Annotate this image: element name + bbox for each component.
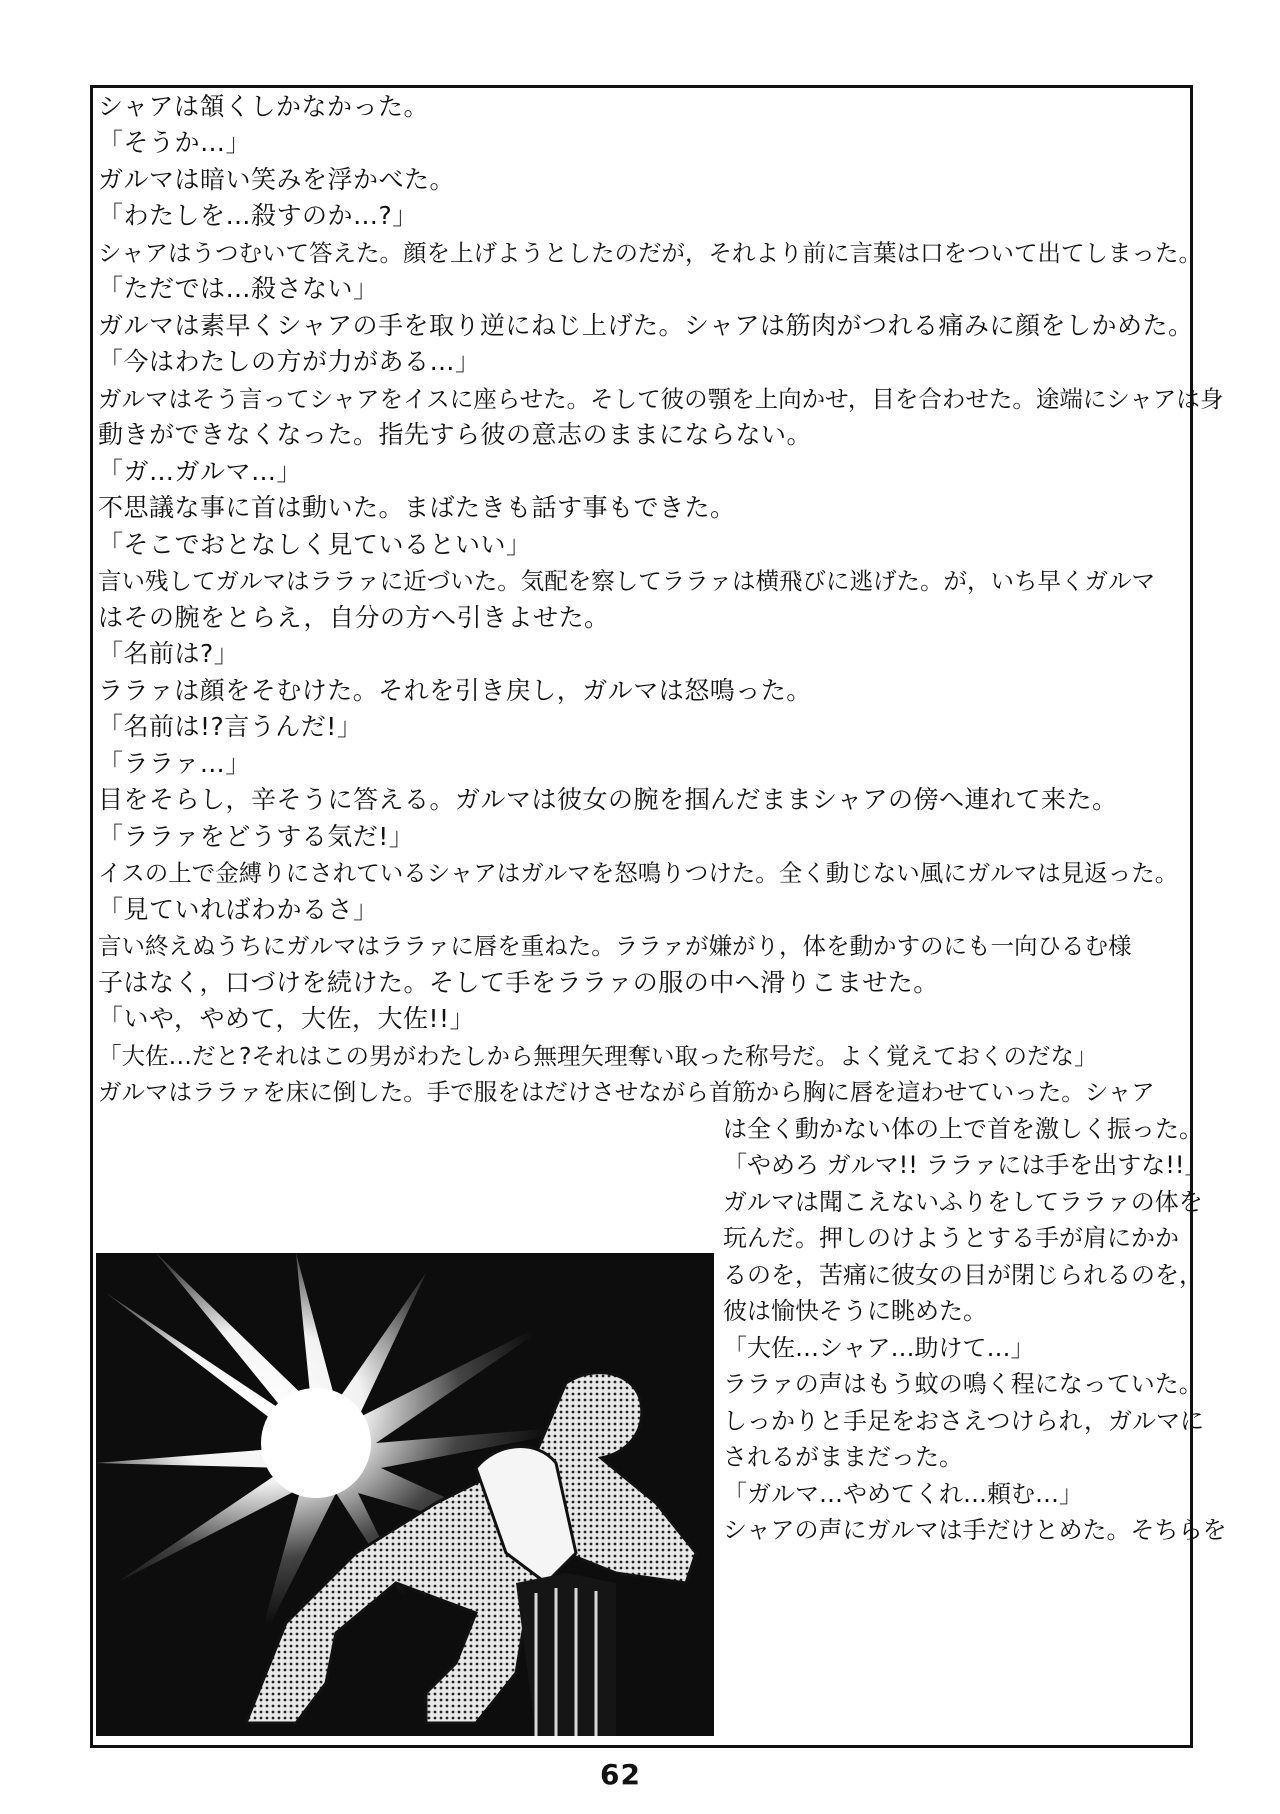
text-line: 「今はわたしの方が力がある…」 <box>98 347 481 376</box>
text-line: 目をそらし，辛そうに答える。ガルマは彼女の腕を掴んだままシャアの傍へ連れて来た。 <box>98 785 1118 814</box>
text-line: 「いや，やめて，大佐，大佐!!」 <box>98 1004 476 1033</box>
text-line: 「ただでは…殺さない」 <box>98 274 379 303</box>
page-number: 62 <box>600 1758 641 1791</box>
text-line: はその腕をとらえ，自分の方へ引きよせた。 <box>98 603 610 632</box>
text-line: されるがままだった。 <box>723 1443 963 1471</box>
text-line: 子はなく，口づけを続けた。そして手をララァの服の中へ滑りこませた。 <box>98 968 939 997</box>
text-line: は全く動かない体の上で首を激しく振った。 <box>723 1115 1203 1143</box>
text-line: 「やめろ ガルマ!! ララァには手を出すな!!」 <box>723 1151 1209 1179</box>
text-line: 「わたしを…殺すのか…?」 <box>98 201 418 230</box>
text-line: 「名前は!?言うんだ!」 <box>98 712 363 741</box>
text-line: 「ララァ…」 <box>98 749 251 778</box>
text-line: 「見ていればわかるさ」 <box>98 895 379 924</box>
text-line: ララァは顔をそむけた。それを引き戻し，ガルマは怒鳴った。 <box>98 676 812 705</box>
text-line: ララァの声はもう蚊の鳴く程になっていた。 <box>723 1370 1203 1398</box>
text-line: ガルマは暗い笑みを浮かべた。 <box>98 165 456 194</box>
text-line: 「そこでおとなしく見ているといい」 <box>98 530 532 559</box>
text-line: るのを，苦痛に彼女の目が閉じられるのを， <box>723 1261 1203 1289</box>
text-line: ガルマはそう言ってシャアをイスに座らせた。そして彼の顎を上向かせ，目を合わせた。途端にシャアは身 <box>98 385 1224 413</box>
text-line: 「ガ…ガルマ…」 <box>98 457 303 486</box>
text-line: 彼は愉快そうに眺めた。 <box>723 1297 987 1325</box>
text-line: 玩んだ。押しのけようとする手が肩にかか <box>723 1224 1179 1252</box>
text-line: 言い終えぬうちにガルマはララァに唇を重ねた。ララァが嫌がり，体を動かすのにも一向ひるむ様 <box>98 932 1132 960</box>
text-line: 「ララァをどうする気だ!」 <box>98 822 415 851</box>
text-line: 「名前は?」 <box>98 639 240 668</box>
text-line: 「ガルマ…やめてくれ…頼む…」 <box>723 1480 1083 1508</box>
illustration-art <box>96 1253 714 1736</box>
text-line: 言い残してガルマはララァに近づいた。気配を察してララァは横飛びに逃げた。が，いち早くガルマ <box>98 567 1156 595</box>
text-line: しっかりと手足をおさえつけられ，ガルマに <box>723 1407 1204 1435</box>
text-line: 「そうか…」 <box>98 128 252 157</box>
text-line: シャアはうつむいて答えた。顔を上げようとしたのだが，それより前に言葉は口をついて出てしまった。 <box>98 239 1203 267</box>
text-line: ガルマは聞こえないふりをしてララァの体を <box>723 1188 1203 1216</box>
text-line: シャアの声にガルマは手だけとめた。そちらを <box>723 1516 1227 1544</box>
text-line: ガルマはララァを床に倒した。手で服をはだけさせながら首筋から胸に唇を這わせていった。シャア <box>98 1078 1155 1106</box>
text-line: ガルマは素早くシャアの手を取り逆にねじ上げた。シャアは筋肉がつれる痛みに顔をしかめた。 <box>98 311 1194 340</box>
text-line: 「大佐…シャア…助けて…」 <box>723 1334 1035 1362</box>
text-line: 不思議な事に首は動いた。まばたきも話す事もできた。 <box>98 493 736 522</box>
text-line: シャアは頷くしかなかった。 <box>98 92 430 121</box>
text-line: 「大佐…だと?それはこの男がわたしから無理矢理奪い取った称号だ。よく覚えておくのだな」 <box>98 1042 1098 1070</box>
text-line: イスの上で金縛りにされているシャアはガルマを怒鳴りつけた。全く動じない風にガルマは見返った。 <box>98 859 1179 887</box>
text-line: 動きができなくなった。指先すら彼の意志のままにならない。 <box>98 420 813 449</box>
manga-illustration <box>96 1253 714 1736</box>
